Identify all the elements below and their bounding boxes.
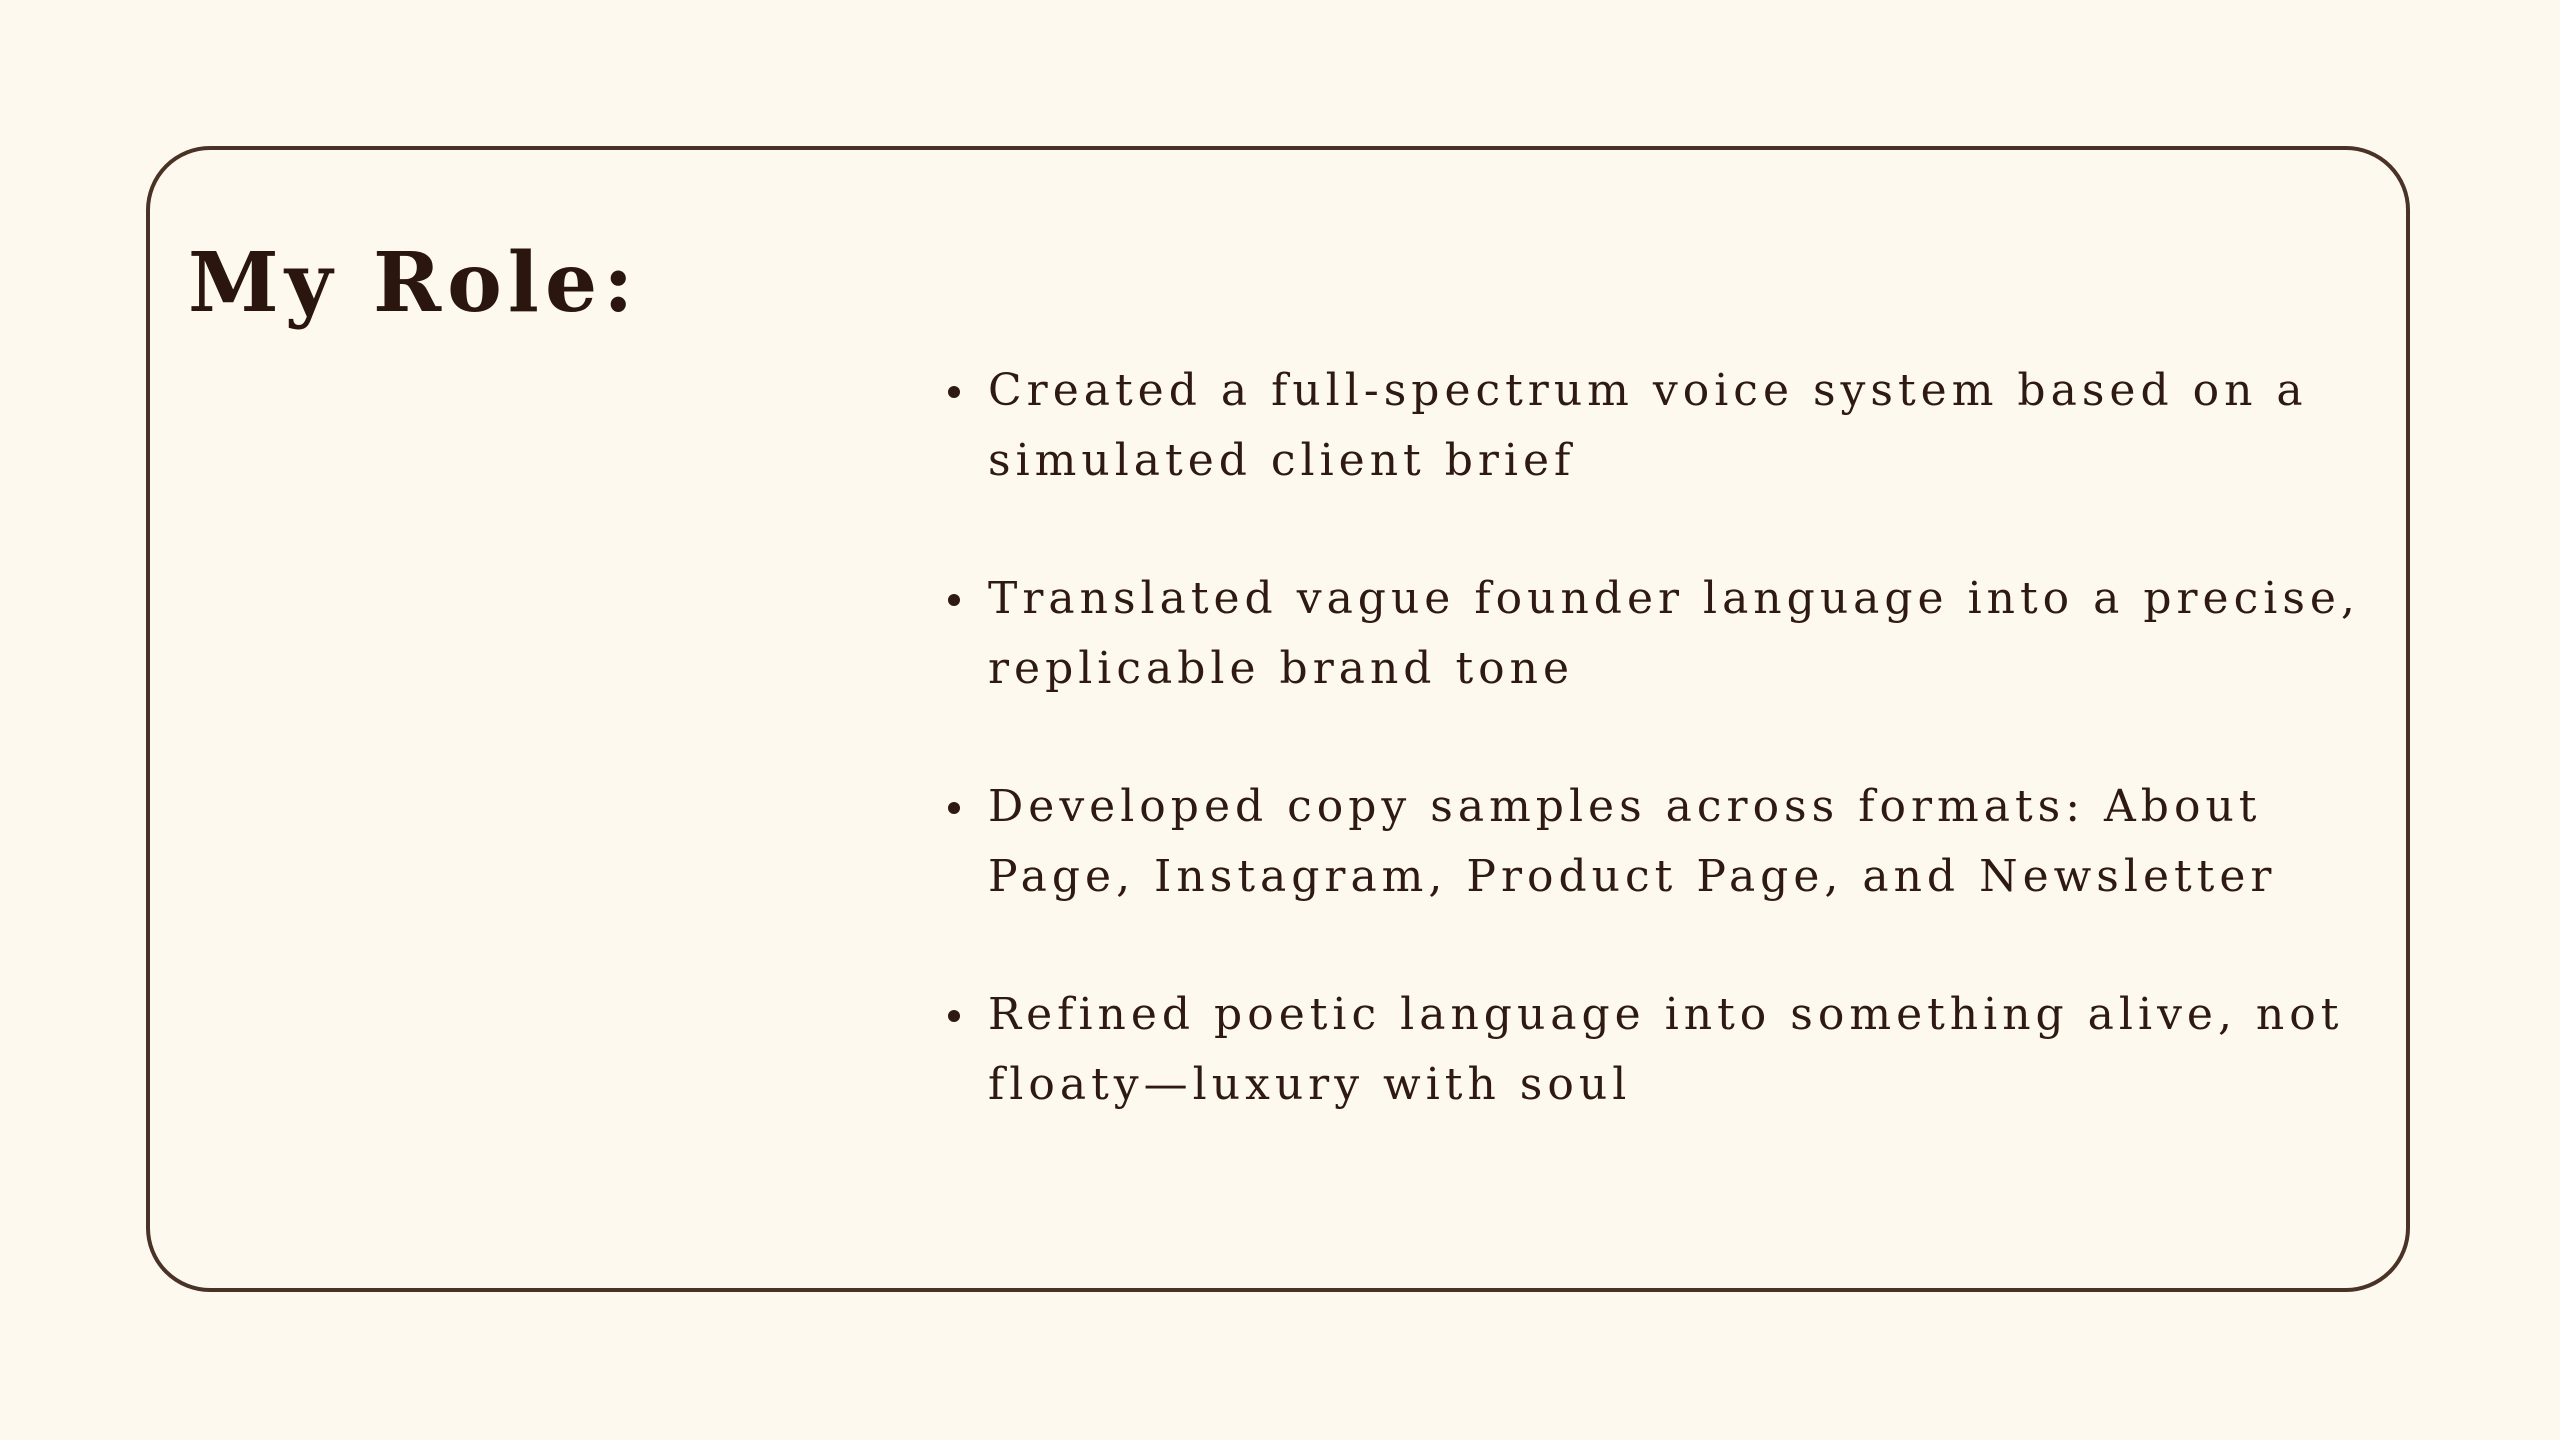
bullet-dot-icon bbox=[948, 1010, 960, 1022]
bullet-text: Translated vague founder language into a precise, replicable brand tone bbox=[988, 573, 2360, 694]
bullet-dot-icon bbox=[948, 802, 960, 814]
list-item bbox=[946, 356, 2386, 496]
content-card bbox=[146, 146, 2410, 1292]
bullet-text: Developed copy samples across formats: About Page, Instagram, Product Page, and Newsletter bbox=[988, 781, 2277, 902]
bullet-dot-icon bbox=[948, 594, 960, 606]
role-bullet-list bbox=[946, 356, 2386, 1188]
bullet-text: Created a full-spectrum voice system based on a simulated client brief bbox=[988, 365, 2308, 486]
bullet-text: Refined poetic language into something alive, not floaty—luxury with soul bbox=[988, 989, 2344, 1110]
list-item bbox=[946, 564, 2386, 704]
slide-title: My Role: bbox=[188, 235, 640, 331]
list-item bbox=[946, 980, 2386, 1120]
bullet-dot-icon bbox=[948, 386, 960, 398]
list-item bbox=[946, 772, 2386, 912]
